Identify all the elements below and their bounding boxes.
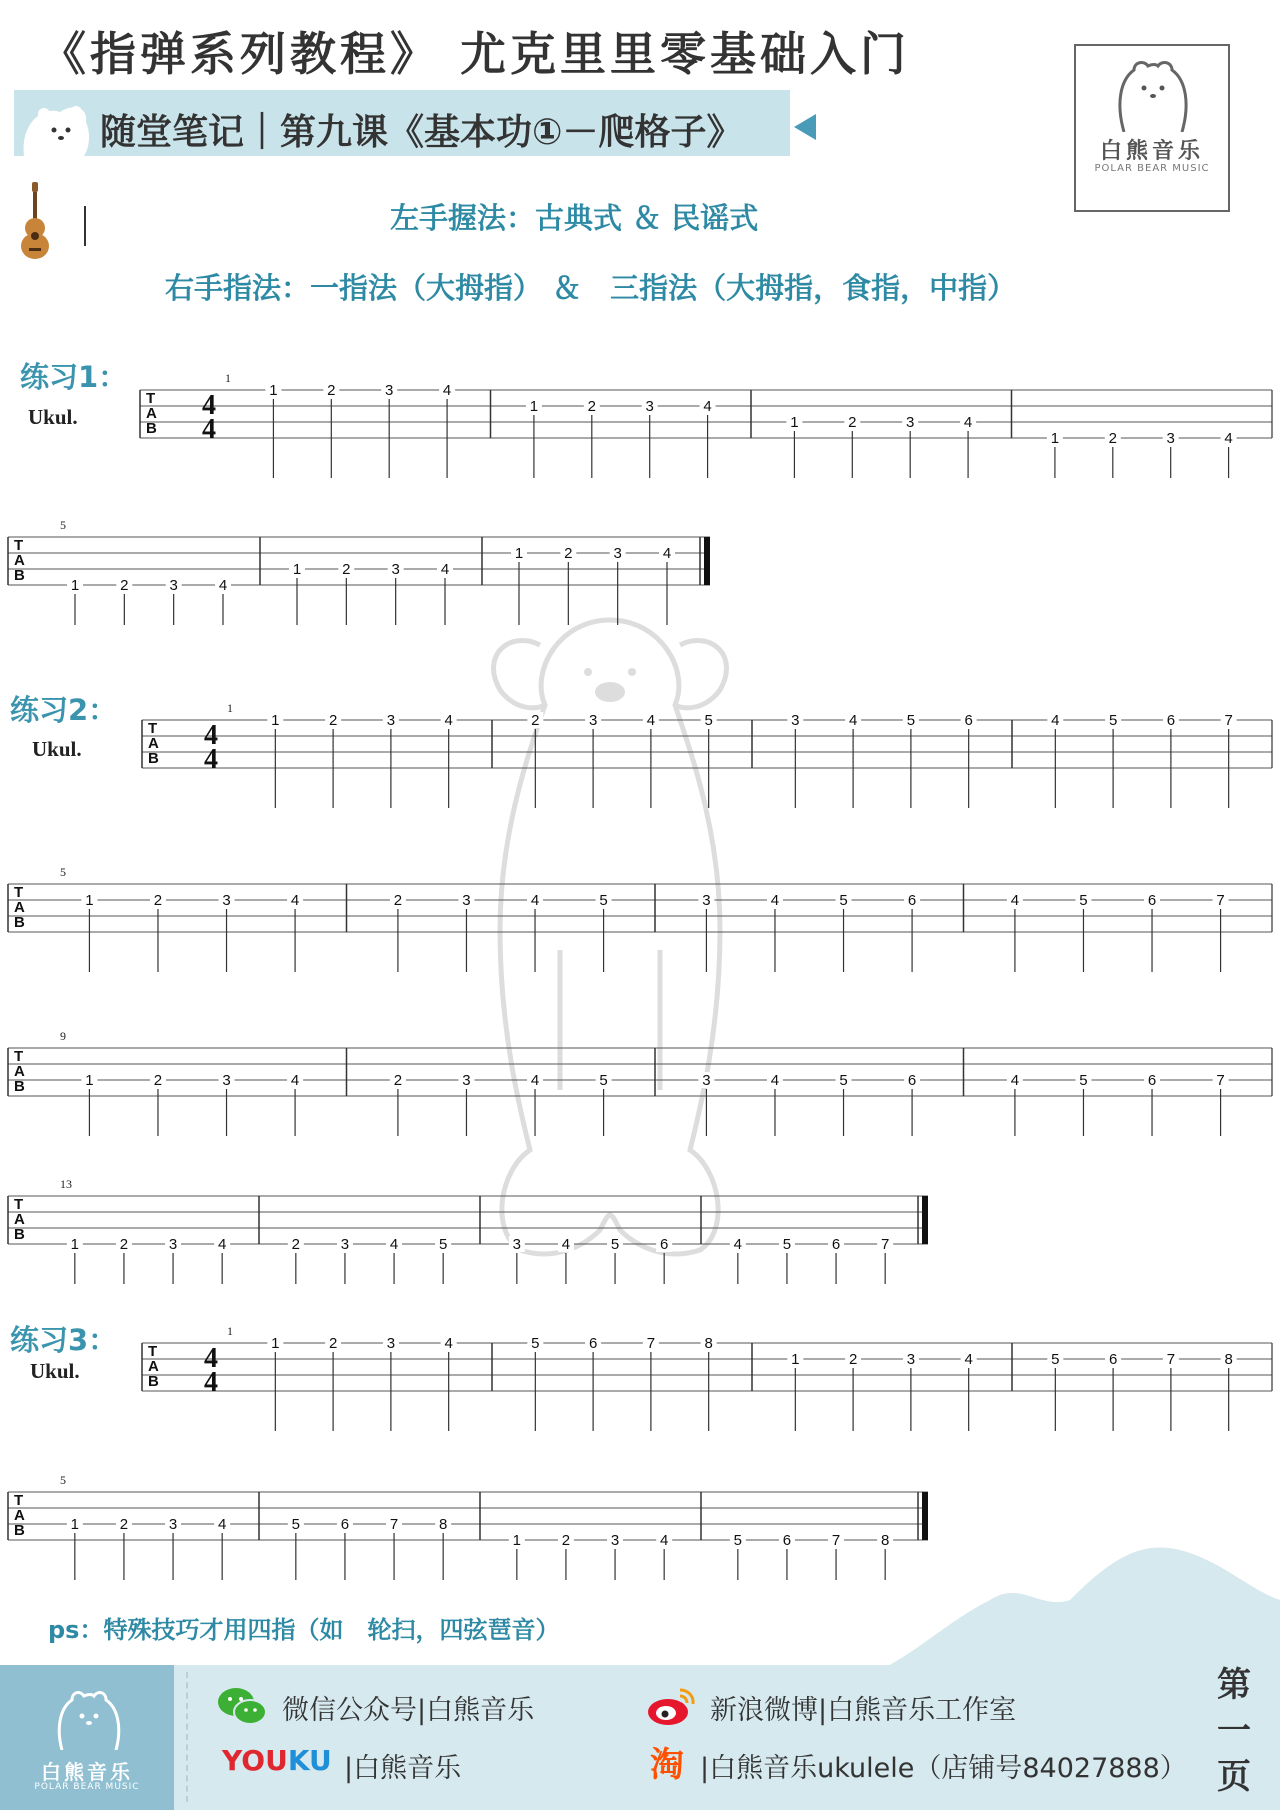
fret-number: 1: [791, 1351, 800, 1368]
fret-number: 4: [1224, 430, 1233, 447]
fret-number: 2: [153, 892, 163, 909]
fret-number: 8: [704, 1335, 713, 1352]
tab-clef-letter: B: [14, 1078, 25, 1095]
instrument-label: Ukul.: [28, 405, 78, 429]
fret-number: 2: [327, 382, 336, 399]
tab-clef-letter: B: [14, 1226, 25, 1243]
fret-number: 5: [839, 892, 848, 909]
time-signature-digit: 4: [202, 414, 216, 445]
tab-clef-letter: B: [14, 914, 25, 931]
measure-number: 9: [60, 1029, 66, 1043]
footer-logo-subtitle: POLAR BEAR MUSIC: [34, 1782, 140, 1792]
exercise-2-label: 练习2：: [10, 693, 118, 727]
fret-number: 6: [1147, 892, 1157, 909]
fret-number: 1: [269, 382, 278, 399]
fret-number: 1: [85, 892, 94, 909]
fret-number: 6: [1166, 712, 1176, 729]
fret-number: 7: [1166, 1351, 1176, 1368]
tab-clef-letter: A: [14, 552, 25, 569]
fret-number: 2: [120, 577, 129, 594]
tab-clef-letter: T: [14, 1048, 24, 1065]
fret-number: 1: [271, 712, 280, 729]
fret-number: 1: [512, 1532, 522, 1549]
fret-number: 2: [587, 398, 596, 415]
fret-number: 5: [782, 1236, 792, 1253]
fret-number: 3: [512, 1236, 522, 1253]
fret-number: 4: [770, 892, 780, 909]
fret-number: 4: [561, 1236, 571, 1253]
fret-number: 3: [645, 398, 654, 415]
fret-number: 5: [704, 712, 713, 729]
fret-number: 2: [848, 414, 857, 431]
fret-number: 3: [462, 892, 471, 909]
fret-number: 4: [1051, 712, 1060, 729]
fret-number: 3: [791, 712, 800, 729]
fret-number: 6: [831, 1236, 841, 1253]
tab-clef-letter: T: [14, 537, 24, 554]
fret-number: 1: [70, 1236, 80, 1253]
fret-number: 3: [386, 1335, 396, 1352]
fret-number: 1: [70, 1516, 80, 1533]
taobao-icon: [648, 1744, 690, 1782]
fret-number: 5: [1079, 1072, 1088, 1089]
tab-clef-letter: A: [148, 1358, 159, 1375]
exercise-1-label: 练习1：: [20, 360, 128, 394]
fret-number: 3: [340, 1236, 350, 1253]
fret-number: 4: [218, 577, 228, 594]
fret-number: 3: [169, 577, 178, 594]
measure-number: 1: [225, 371, 231, 385]
footer-divider: [186, 1672, 188, 1802]
fret-number: 7: [831, 1532, 841, 1549]
fret-number: 4: [646, 712, 656, 729]
tab-clef-letter: B: [146, 420, 157, 437]
youku-logo: [222, 1744, 332, 1777]
ps-note: ps：特殊技巧才用四指（如 轮扫，四弦琶音）: [48, 1616, 560, 1644]
fret-number: 4: [662, 545, 672, 562]
fret-number: 4: [963, 414, 973, 431]
bear-logo-icon: [52, 1688, 124, 1750]
taobao-text: |白熊音乐ukulele（店铺号84027888）: [700, 1753, 1187, 1784]
fret-number: 7: [880, 1236, 890, 1253]
measure-number: 1: [227, 701, 233, 715]
fret-number: 6: [964, 712, 973, 729]
fret-number: 7: [1216, 1072, 1225, 1089]
fret-number: 3: [588, 712, 598, 729]
fret-number: 5: [531, 1335, 540, 1352]
fret-number: 1: [1050, 430, 1060, 447]
fret-number: 2: [342, 561, 351, 578]
fret-number: 4: [217, 1516, 227, 1533]
fret-number: 4: [440, 561, 450, 578]
footer-logo-name: 白熊音乐: [41, 1760, 133, 1784]
right-hand-instruction: 右手指法：一指法（大拇指） ＆ 三指法（大拇指，食指，中指）: [165, 271, 1017, 305]
weibo-text: 新浪微博|白熊音乐工作室: [710, 1695, 1017, 1726]
footer: [0, 1665, 1280, 1810]
page-title: 《指弹系列教程》 尤克里里零基础入门: [40, 27, 911, 81]
fret-number: 6: [659, 1236, 669, 1253]
fret-number: 7: [389, 1516, 399, 1533]
fret-number: 2: [153, 1072, 163, 1089]
exercise-3-label: 练习3：: [10, 1323, 118, 1357]
tab-clef-letter: T: [146, 390, 156, 407]
fret-number: 8: [880, 1532, 890, 1549]
tab-clef-letter: A: [146, 405, 157, 422]
tab-clef-letter: A: [14, 1507, 25, 1524]
fret-number: 4: [530, 892, 540, 909]
weibo-icon: [646, 1686, 696, 1726]
fret-number: 6: [782, 1532, 792, 1549]
fret-number: 2: [561, 1532, 571, 1549]
fret-number: 4: [389, 1236, 399, 1253]
fret-number: 3: [702, 892, 711, 909]
fret-number: 2: [328, 1335, 338, 1352]
fret-number: 3: [385, 382, 394, 399]
fret-number: 3: [168, 1236, 178, 1253]
fret-number: 3: [391, 561, 400, 578]
fret-number: 5: [599, 1072, 608, 1089]
fret-number: 2: [119, 1516, 129, 1533]
fret-number: 6: [907, 892, 917, 909]
fret-number: 5: [1108, 712, 1118, 729]
time-signature-digit: 4: [204, 1367, 218, 1398]
logo-subtitle: POLAR BEAR MUSIC: [1094, 163, 1210, 174]
tab-clef-letter: B: [14, 1522, 25, 1539]
fret-number: 4: [217, 1236, 227, 1253]
fret-number: 4: [290, 892, 300, 909]
fret-number: 2: [119, 1236, 129, 1253]
fret-number: 8: [438, 1516, 448, 1533]
youku-text: |白熊音乐: [344, 1753, 462, 1784]
svg-text:淘: 淘: [650, 1745, 684, 1782]
fret-number: 6: [340, 1516, 350, 1533]
fret-number: 5: [599, 892, 608, 909]
fret-number: 2: [848, 1351, 858, 1368]
fret-number: 2: [393, 1072, 403, 1089]
fret-number: 3: [168, 1516, 178, 1533]
time-signature-digit: 4: [204, 744, 218, 775]
fret-number: 4: [964, 1351, 973, 1368]
fret-number: 4: [848, 712, 858, 729]
fret-number: 3: [702, 1072, 711, 1089]
mountain-decoration: [880, 1540, 1280, 1670]
fret-number: 5: [839, 1072, 848, 1089]
fret-number: 4: [1010, 892, 1020, 909]
logo-name: 白熊音乐: [1099, 139, 1204, 164]
fret-number: 3: [222, 892, 231, 909]
fret-number: 4: [290, 1072, 300, 1089]
fret-number: 4: [442, 382, 452, 399]
left-hand-instruction: 左手握法：古典式 ＆ 民谣式: [390, 201, 759, 235]
fret-number: 3: [613, 545, 622, 562]
youku-logo-text: YOUKU: [222, 1744, 332, 1777]
tab-clef-letter: T: [14, 884, 24, 901]
tab-clef-letter: B: [148, 1373, 159, 1390]
tab-clef-letter: T: [14, 1492, 24, 1509]
instrument-label: Ukul.: [30, 1359, 80, 1383]
fret-number: 2: [328, 712, 338, 729]
time-signature-digit: 4: [204, 1343, 218, 1374]
fret-number: 5: [1079, 892, 1088, 909]
fret-number: 1: [514, 545, 524, 562]
fret-number: 4: [444, 712, 453, 729]
fret-number: 7: [1224, 712, 1233, 729]
fret-number: 4: [1010, 1072, 1020, 1089]
time-signature-digit: 4: [202, 390, 216, 421]
fret-number: 1: [292, 561, 302, 578]
measure-number: 13: [60, 1177, 72, 1191]
wechat-text: 微信公众号|白熊音乐: [282, 1695, 535, 1726]
fret-number: 3: [462, 1072, 471, 1089]
fret-number: 5: [610, 1236, 620, 1253]
fret-number: 5: [291, 1516, 301, 1533]
fret-number: 1: [70, 577, 80, 594]
fret-number: 5: [438, 1236, 448, 1253]
fret-number: 7: [1216, 892, 1225, 909]
fret-number: 3: [610, 1532, 620, 1549]
fret-number: 2: [531, 712, 540, 729]
fret-number: 1: [85, 1072, 94, 1089]
fret-number: 5: [906, 712, 916, 729]
tab-clef-letter: B: [148, 750, 159, 767]
fret-number: 2: [564, 545, 573, 562]
tab-clef-letter: T: [14, 1196, 24, 1213]
fret-number: 5: [1051, 1351, 1060, 1368]
instrument-label: Ukul.: [32, 737, 82, 761]
tab-clef-letter: T: [148, 720, 158, 737]
fret-number: 4: [659, 1532, 669, 1549]
tab-clef-letter: A: [148, 735, 159, 752]
fret-number: 6: [907, 1072, 917, 1089]
page-number-label: 第一页: [1217, 1665, 1251, 1797]
tab-clef-letter: A: [14, 1063, 25, 1080]
wechat-icon: [216, 1686, 268, 1726]
measure-number: 5: [60, 865, 66, 879]
tab-clef-letter: A: [14, 1211, 25, 1228]
time-signature-digit: 4: [204, 720, 218, 751]
fret-number: 2: [291, 1236, 301, 1253]
fret-number: 3: [222, 1072, 231, 1089]
fret-number: 3: [1166, 430, 1175, 447]
fret-number: 2: [1108, 430, 1117, 447]
fret-number: 7: [646, 1335, 656, 1352]
measure-number: 1: [227, 1324, 233, 1338]
fret-number: 4: [444, 1335, 453, 1352]
fret-number: 4: [530, 1072, 540, 1089]
measure-number: 5: [60, 1473, 66, 1487]
lesson-banner-text: 随堂笔记｜第九课《基本功①－爬格子》: [100, 112, 743, 153]
fret-number: 6: [588, 1335, 598, 1352]
measure-number: 5: [60, 518, 66, 532]
fret-number: 6: [1108, 1351, 1118, 1368]
final-bar-thick: [922, 1492, 928, 1540]
tab-clef-letter: A: [14, 899, 25, 916]
fret-number: 1: [790, 414, 799, 431]
fret-number: 1: [529, 398, 539, 415]
fret-number: 5: [733, 1532, 743, 1549]
fret-number: 3: [386, 712, 396, 729]
fret-number: 6: [1147, 1072, 1157, 1089]
tab-clef-letter: T: [148, 1343, 158, 1360]
fret-number: 3: [906, 414, 915, 431]
tab-clef-letter: B: [14, 567, 25, 584]
fret-number: 4: [770, 1072, 780, 1089]
fret-number: 8: [1224, 1351, 1233, 1368]
fret-number: 2: [393, 892, 403, 909]
fret-number: 3: [906, 1351, 916, 1368]
fret-number: 1: [271, 1335, 280, 1352]
fret-number: 4: [733, 1236, 743, 1253]
fret-number: 4: [703, 398, 712, 415]
